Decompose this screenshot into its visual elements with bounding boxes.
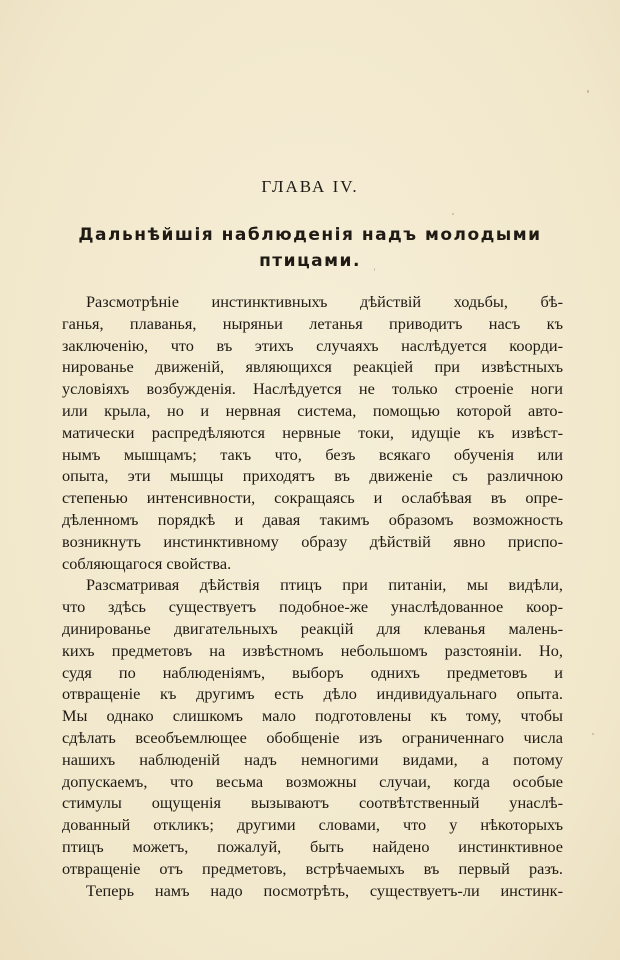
text-line: стимулы ощущенія вызываютъ соотвѣтственный унаслѣ- (62, 793, 563, 813)
text-line: динированье двигательныхъ реакцій для клеванья малень- (62, 618, 563, 638)
text-line: возникнуть инстинктивному образу дѣйствій явно приспо- (62, 531, 563, 551)
text-line: Разсматривая дѣйствія птицъ при питаніи, мы видѣли, (86, 575, 563, 595)
text-line: кихъ предметовъ на извѣстномъ небольшомъ разстояніи. Но, (62, 640, 563, 660)
text-line: сдѣлать всеобъемлющее обобщеніе изъ ограниченнаго числа (62, 727, 563, 747)
text-line: что здѣсь существуетъ подобное-же унаслѣдованное коор- (62, 597, 563, 617)
text-line: ганья, плаванья, ныряньи летанья приводитъ насъ къ (62, 313, 563, 333)
heading-line-2: птицами. (259, 251, 361, 271)
text-line: дованный откликъ; другими словами, что у нѣкоторыхъ (62, 815, 563, 835)
text-line: Разсмотрѣніе инстинктивныхъ дѣйствій ходьбы, бѣ- (86, 292, 563, 311)
text-line: отвращеніе къ другимъ есть дѣло индивидуальнаго опыта. (62, 684, 563, 704)
text-line: опыта, эти мышцы приходятъ въ движеніе съ различною (62, 466, 563, 486)
text-line: нымъ мышцамъ; такъ что, безъ всякаго обученія или (62, 444, 563, 464)
text-line: допускаемъ, что весьма возможны случаи, когда особые (62, 771, 563, 791)
text-line: отвращеніе отъ предметовъ, встрѣчаемыхъ въ первый разъ. (62, 858, 563, 878)
paper-speck (374, 268, 375, 271)
body-text (62, 291, 563, 901)
text-line: матически распредѣляются нервные токи, идущіе къ извѣст- (62, 422, 563, 442)
text-line: условіяхъ возбужденія. Наслѣдуется не только строеніе ноги (62, 379, 563, 399)
heading-line-1: Дальнѣйшія наблюденія надъ молодыми (78, 225, 542, 245)
text-line: нашихъ наблюденій надъ немногими видами, а потому (62, 749, 563, 769)
paper-speck (452, 213, 454, 215)
text-line: или крыла, но и нервная система, помощью которой авто- (62, 400, 563, 420)
text-line: Мы однако слишкомъ мало подготовлены къ тому, чтобы (62, 706, 563, 726)
text-line: дѣленномъ порядкѣ и давая такимъ образомъ возможность (62, 509, 563, 529)
text-line: заключенію, что въ этихъ случаяхъ наслѣдуется коорди- (62, 335, 563, 355)
paper-speck (592, 733, 594, 735)
text-line: Теперь намъ надо посмотрѣть, существуетъ-ли инстинк- (86, 880, 563, 900)
text-line: степенью интенсивности, сокращаясь и ослабѣвая въ опре- (62, 488, 563, 508)
text-line: собляющагося свойства. (62, 553, 232, 573)
paper-speck (587, 90, 589, 93)
chapter-title: ГЛАВА IV. (261, 177, 359, 196)
text-line: судя по наблюденіямъ, выборъ однихъ предметовъ и (62, 662, 563, 682)
text-line: нированье движеній, являющихся реакціей при извѣстныхъ (62, 357, 563, 377)
text-line: птицъ можетъ, пожалуй, быть найдено инстинктивное (62, 836, 563, 856)
chapter-heading (40, 222, 580, 274)
